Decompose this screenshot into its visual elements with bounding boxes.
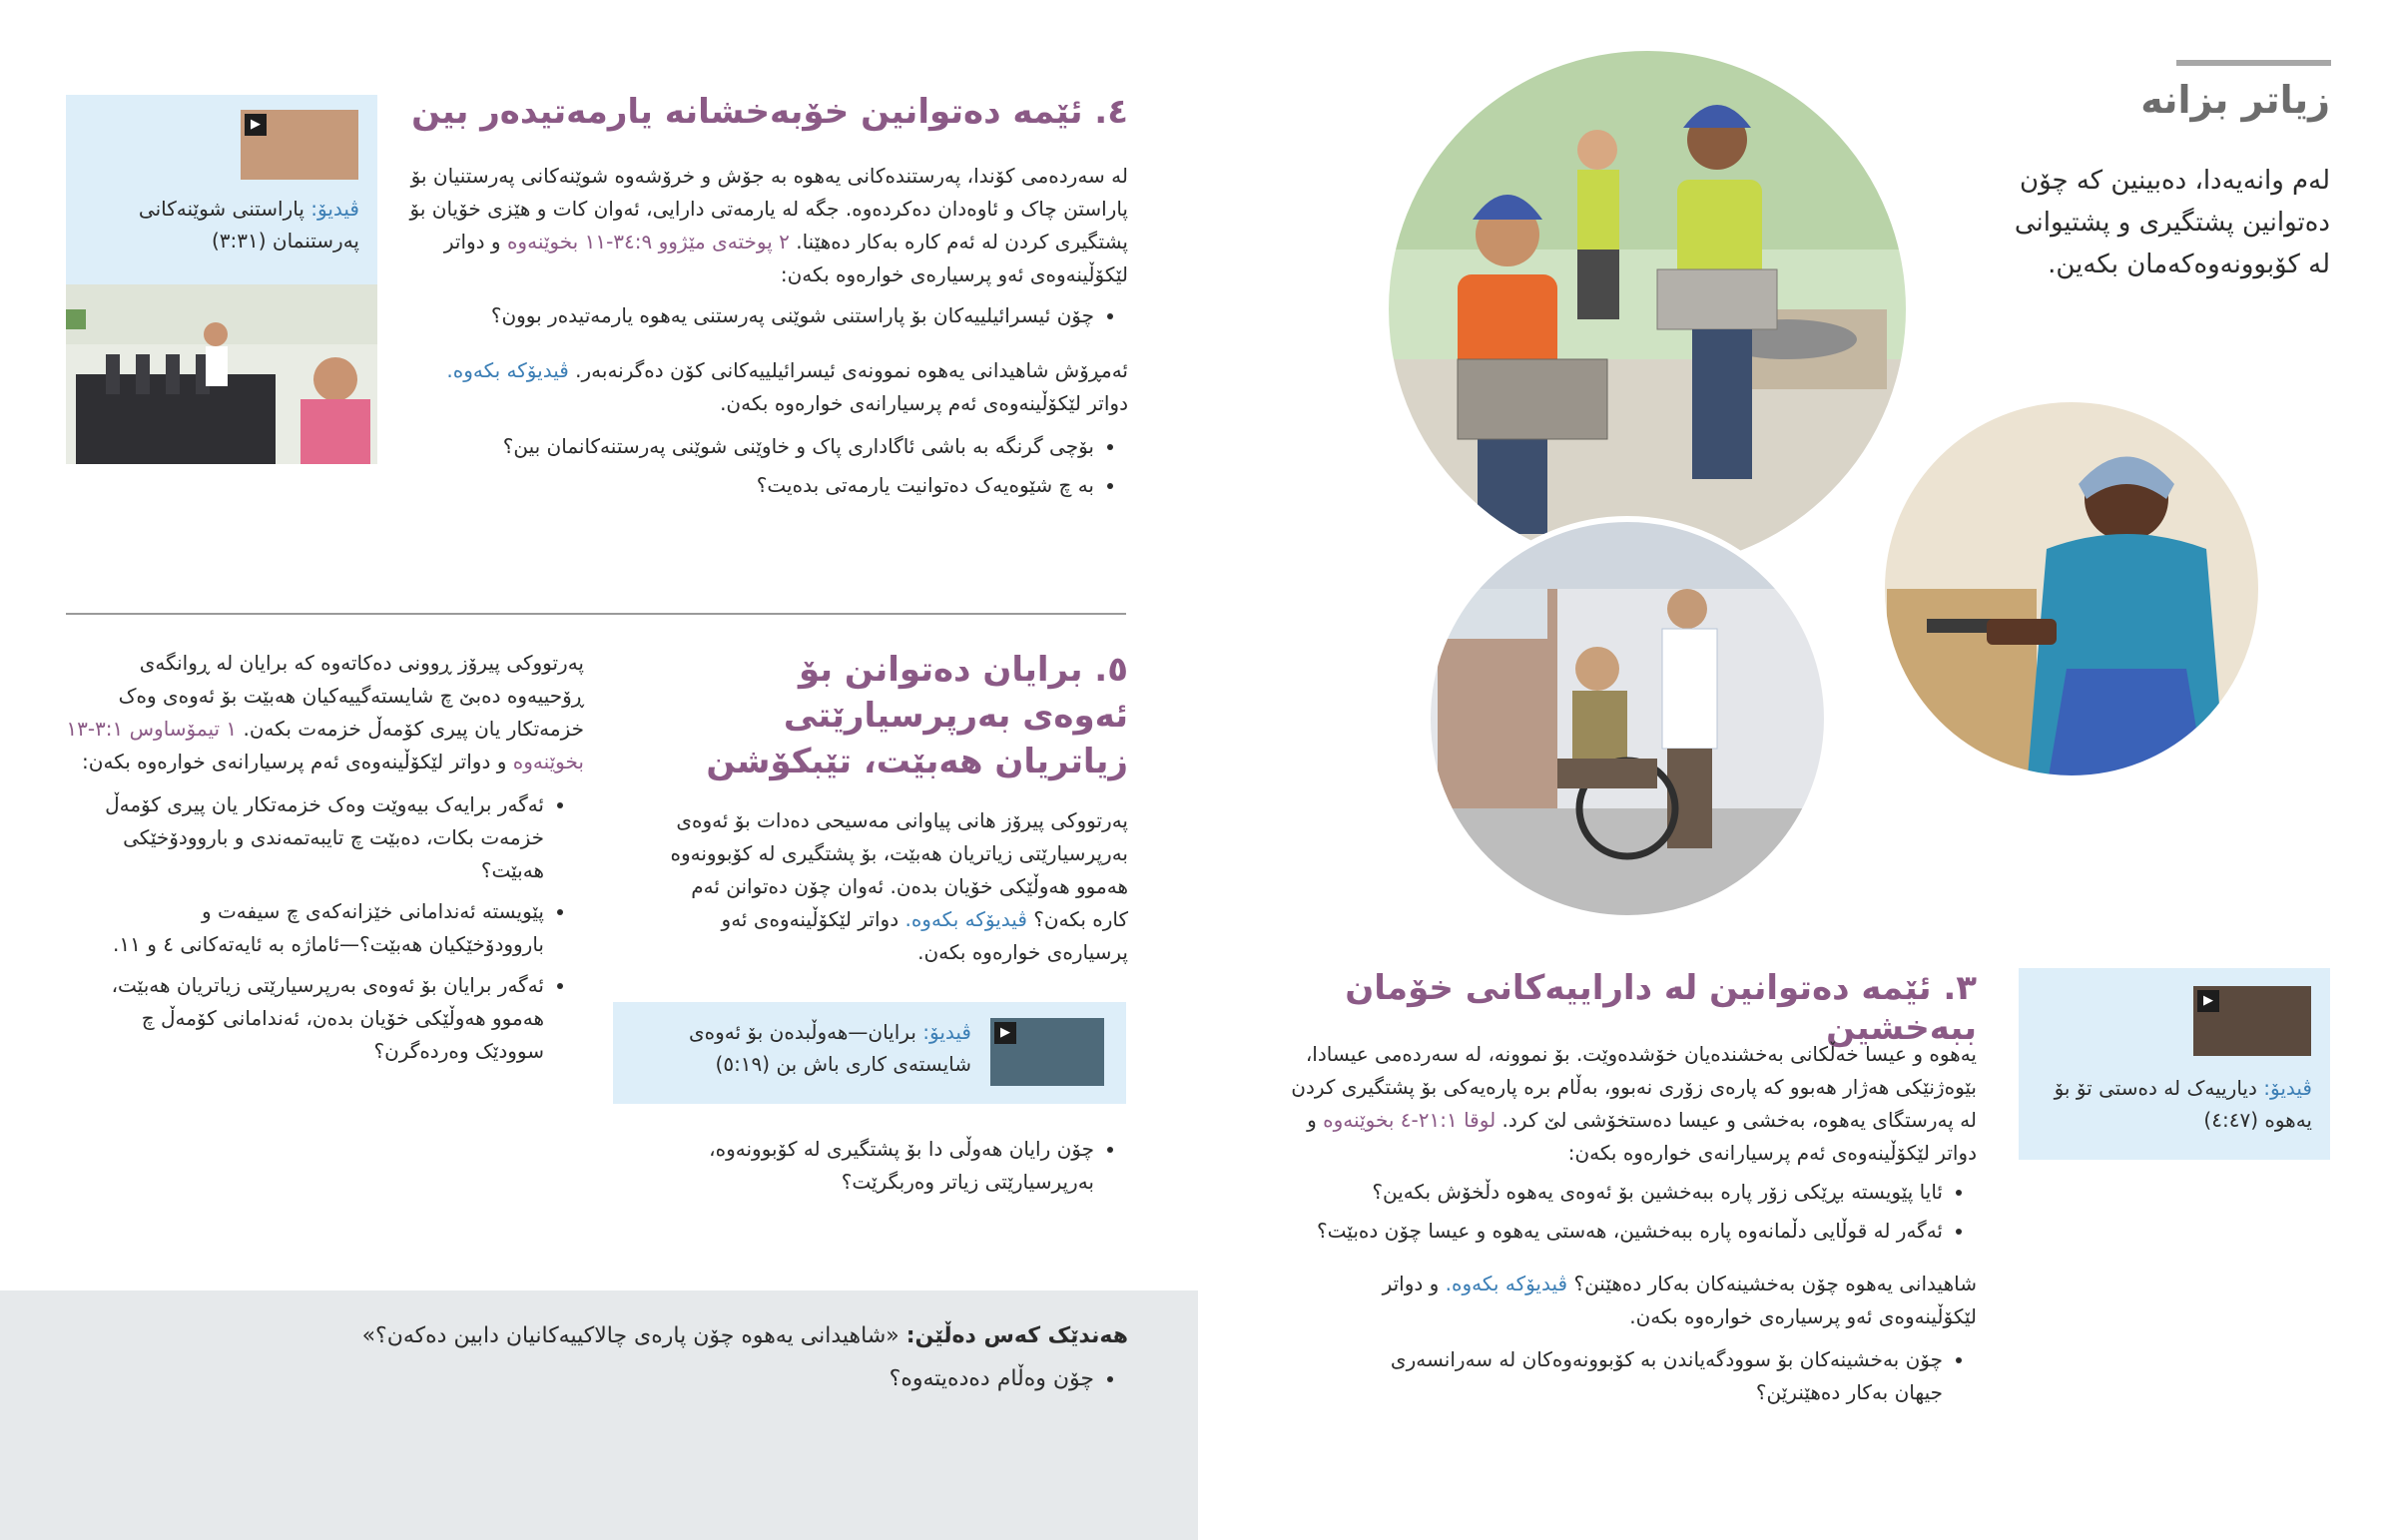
section5-question-2: • ئەگەر برایەک بیەوێت وەک خزمەتکار یان پیری کۆمەڵ خزمەت بکات، دەبێت چ تایبەتمەندی و باروودۆخێکی هەبێت؟ [105,788,544,887]
section4-paragraph-2-end: دواتر لێکۆڵینەوەی ئەم پرسیارانەی خوارەوە بکەن. [720,391,1128,415]
section5-paragraph: پەرتووکی پیرۆز هانی پیاوانی مەسیحی دەدات بۆ ئەوەی بەرپرسیارێتی زیاتریان هەبێت، بۆ پشتگیری لە کۆبوونەوە هەموو هەوڵێکی خۆیان بدەن. ئەوان چۆن دەتوانن ئەم کارە بکەن؟ [670,808,1128,931]
section3-question-3: • چۆن بەخشینەکان بۆ سوودگەیاندن بە کۆبوونەوەکان لە سەرانسەری جیهان بەکار دەهێنرێن؟ [1384,1343,1943,1409]
section4-video-thumbnail[interactable] [241,110,358,180]
section4-paragraph-end: و دواتر لێکۆڵینەوەی ئەو پرسیارەی خوارەوە بکەن: [443,230,1128,286]
section4-video-title: پاراستنی شوێنەکانی پەرستنمان (٣:٣١) [138,197,359,253]
section5-question-1: • چۆن رایان هەوڵی دا بۆ پشتگیری لە کۆبوونەوە، بەرپرسیارێتی زیاتر وەربگرێت؟ [659,1133,1094,1199]
section3-video-link[interactable]: ڤیدیۆکە بکەوە. [1445,1272,1568,1295]
section5-paragraph-2: پەرتووکی پیرۆز ڕوونی دەکاتەوە کە برایان لە ڕوانگەی ڕۆحییەوە دەبێ چ شایستەگییەکیان هەبێت بۆ ئەوەی وەک خزمەتکار یان پیری کۆمەڵ خزمەت بکەن. [118,651,584,741]
section4-video-link[interactable]: ڤیدیۆکە بکەوە. [446,358,569,382]
section5-body-2 [659,1133,1128,1199]
play-icon[interactable]: ▶ [2197,990,2219,1012]
section3-video-thumbnail[interactable] [2193,986,2311,1056]
play-icon[interactable]: ▶ [245,114,267,136]
section5-scripture-link[interactable]: ١ تیمۆساوس ٣:١-١٣ بخوێنەوە [66,717,584,773]
section4-video-caption[interactable] [80,193,359,257]
section3-paragraph: یەهوە و عیسا خەڵکانی بەخشندەیان خۆشدەوێت. بۆ نموونە، لە سەردەمی عیسادا، بێوەژنێکی هەژار هەبوو کە پارەی زۆری نەبوو، بەڵام برە پارەیەکی بۆ پشتگیری کردن لە پەرستگای یەهوە، بەخشی و عیسا دەستخۆشی لێ کرد. [1291,1042,1977,1132]
section5-video-caption[interactable] [652,1016,971,1080]
section3-video-title: دیارییەک لە دەستی تۆ بۆ یەهوە (٤:٤٧) [2054,1076,2312,1132]
section3-body [1288,1038,1977,1409]
video-label: ڤیدیۆ: [922,1020,971,1044]
section3-question-1: • ئایا پێویستە بڕێکی زۆر پارە ببەخشین بۆ ئەوەی یەهوە دڵخۆش بکەین؟ [1288,1176,1943,1209]
section4-video-box[interactable] [66,95,377,284]
section4-title: ٤. ئێمە دەتوانین خۆبەخشانە یارمەتیدەر بین [411,92,1128,132]
section4-paragraph-2: ئەمڕۆش شاهیدانی یەهوە نموونەی ئیسرائیلییەکانی کۆن دەگرنەبەر. [575,358,1128,382]
more-section-title: زیاتر بزانە [2140,78,2330,122]
section5-question-3: • پێویستە ئەندامانی خێزانەکەی چ سیفەت و باروودۆخێکیان هەبێت؟—ئاماژە بە ئایەتەکانی ٤ و ١١. [105,895,544,961]
section5-video-box[interactable] [613,1002,1126,1104]
section5-title: ٥. برایان دەتوانن بۆ ئەوەی بەرپرسیارێتی زیاتریان هەبێت، تێبکۆشن [706,650,1128,781]
illustration-giving-support [1328,30,2266,918]
footer-content [130,1319,1128,1395]
video-label: ڤیدیۆ: [2263,1076,2312,1100]
volunteers-work-scene [1368,30,1927,589]
more-section-text: لەم وانەیەدا، دەبینین کە چۆن دەتوانین پشتگیری و پشتیوانی لە کۆبوونەوەکەمان بکەین. [2014,166,2330,279]
section5-video-title: برایان—هەوڵبدەن بۆ ئەوەی شایستەی کاری باش بن (٥:١٩) [688,1020,971,1076]
section4-question-1: • چۆن ئیسرائیلییەکان بۆ پاراستنی شوێنی پەرستنی یەهوە یارمەتیدەر بوون؟ [409,299,1094,332]
footer-lead: هەندێک کەس دەڵێن: [905,1323,1128,1348]
video-label: ڤیدیۆ: [310,197,359,221]
section3-title: ٣. ئێمە دەتوانین لە داراییەکانی خۆمان ببەخشین [1345,968,1977,1048]
section5-question-4: • ئەگەر برایان بۆ ئەوەی بەرپرسیارێتی زیاتریان هەبێت، هەموو هەوڵێکی خۆیان بدەن، ئەندامانی کۆمەڵ چ سوودێک وەردەگرن؟ [105,969,544,1068]
section5-video-thumbnail[interactable] [990,1018,1104,1086]
section3-paragraph-2-end: و دواتر لێکۆڵینەوەی ئەو پرسیارەی خوارەوە بکەن. [1382,1272,1977,1328]
section5-body-3 [65,647,584,1068]
section3-question-2: • ئەگەر لە قوڵایی دڵمانەوە پارە ببەخشین، هەستی یەهوە و عیسا چۆن دەبێت؟ [1288,1215,1943,1248]
wheelchair-scene [1408,509,1857,918]
footer-question: • چۆن وەڵام دەدەیتەوە؟ [130,1362,1094,1395]
section4-paragraph: لە سەردەمی کۆندا، پەرستندەکانی یەهوە بە جۆش و خرۆشەوە شوێنەکانی پەرستنیان بۆ پاراستن چاک و ئاوەدان دەکردەوە. جگە لە یارمەتی دارایی، ئەوان کات و هێزی خۆیان بۆ پشتگیری کردن لە ئەم کارە بەکار دەهێنا. [409,164,1128,254]
section5-paragraph-2-end: و دواتر لێکۆڵینەوەی ئەم پرسیارانەی خوارەوە بکەن: [82,750,507,773]
section5-body [659,804,1128,969]
cleaning-hall-photo [66,284,377,464]
section3-paragraph-end: و دواتر لێکۆڵینەوەی ئەم پرسیارانەی خوارەوە بکەن: [1307,1108,1977,1165]
section3-paragraph-2: شاهیدانی یەهوە چۆن بەخشینەکان بەکار دەهێنن؟ [1573,1272,1977,1295]
footer-quote: «شاهیدانی یەهوە چۆن پارەی چالاکییەکانیان دابین دەکەن؟» [361,1323,899,1348]
section5-paragraph-end: دواتر لێکۆڵینەوەی ئەو پرسیارەی خوارەوە بکەن. [721,907,1128,964]
section-divider [66,613,1126,615]
section5-video-link[interactable]: ڤیدیۆکە بکەوە. [904,907,1027,931]
section3-video-box[interactable] [2019,968,2330,1160]
section3-video-caption[interactable] [2043,1072,2312,1136]
section4-body [409,160,1128,502]
section4-scripture-link[interactable]: ٢ پوختەی مێژوو ٣٤:٩-١١ بخوێنەوە [506,230,790,254]
section3-scripture-link[interactable]: لوقا ٢١:١-٤ بخوێنەوە [1323,1108,1497,1132]
play-icon[interactable]: ▶ [994,1022,1016,1044]
section4-question-3: • بە چ شێوەیەک دەتوانیت یارمەتی بدەیت؟ [409,469,1094,502]
section4-question-2: • بۆچی گرنگە بە باشی ئاگاداری پاک و خاوێنی شوێنی پەرستنەکانمان بین؟ [409,430,1094,463]
